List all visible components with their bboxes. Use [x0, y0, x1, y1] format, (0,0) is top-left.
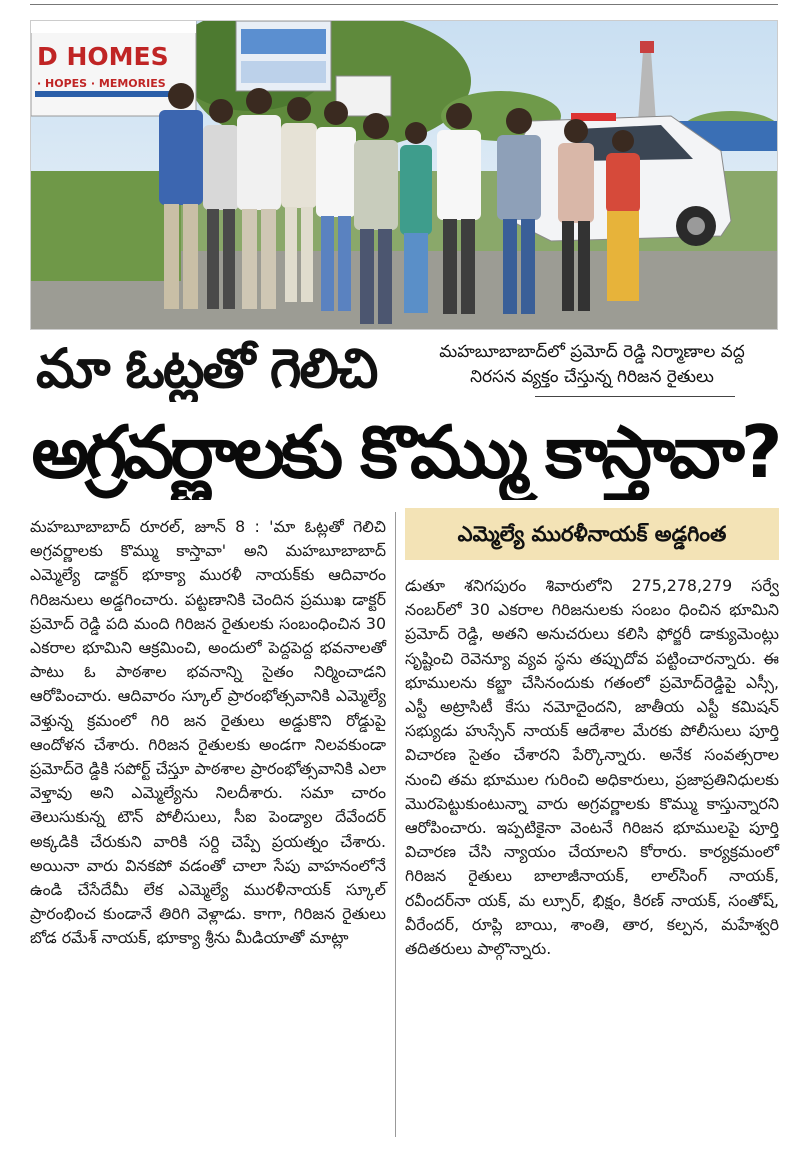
news-photo	[30, 20, 778, 330]
headline-line-2: అగ్రవర్ణాలకు కొమ్ము కాస్తావా?	[31, 410, 779, 494]
sign-text-tagline: · HOPES · MEMORIES	[37, 77, 166, 90]
photo-caption	[402, 340, 782, 390]
photo-caption-line-2: నిరసన వ్యక్తం చేస్తున్న గిరిజన రైతులు	[470, 367, 714, 387]
caption-underline	[535, 396, 735, 397]
article-column-left	[30, 515, 386, 951]
article-text-left: మహబూబాబాద్ రూరల్, జూన్ 8 : 'మా ఓట్లతో గెలిచి అగ్రవర్ణాలకు కొమ్ము కాస్తావా' అని మహబూబాబాద్ ఎమ్మెల్యే డాక్టర్ భూక్యా మురళీ నాయక్‌కు ఆదివారం గిరిజనులు అడ్డగించారు. పట్టణానికి చెందిన ప్రముఖ డాక్టర్ ప్రమోద్ రెడ్డి పది మంది గిరిజన రైతులకు సంబంధించిన 30 ఎకరాల భూమిని ఆక్రమించి, అందులో పెద్దపెద్ద భవనాలతో పాటు ఓ పాఠశాల భవనాన్ని సైతం నిర్మించాడని ఆరోపించారు. ఆదివారం స్కూల్ ప్రారంభోత్సవానికి ఎమ్మెల్యే వెళ్తున్న క్రమంలో గిరి జన రైతులు అడ్డుకొని రోడ్డుపై ఆందోళన చేశారు. గిరిజన రైతులకు అండగా నిలవకుండా ప్రమోద్‌రె డ్డికి సపోర్ట్ చేస్తూ పాఠశాల ప్రారంభోత్సవానికి ఎలా వెళ్తావు అని ఎమ్మెల్యేను నిలదీశారు. సమా చారం తెలుసుకున్న టౌన్ పోలీసులు, సీఐ పెండ్యాల దేవేందర్ అక్కడికి చేరుకుని వారికి సర్ది చెప్పే ప్రయత్నం చేశారు. అయినా వారు వినకపో వడంతో చాలా సేపు వాహనంలోనే ఉండి చేసేదేమీ లేక ఎమ్మెల్యే మురళీనాయక్ స్కూల్ ప్రారంభించ కుండానే తిరిగి వెళ్లాడు. కాగా, గిరిజన రైతులు బోడ రమేశ్ నాయక్, భూక్యా శ్రీను మీడియాతో మాట్లా	[30, 517, 386, 948]
column-divider	[395, 512, 396, 1137]
article-text-right: డుతూ శనిగపురం శివారులోని 275,278,279 సర్వే నంబర్‌లో 30 ఎకరాల గిరిజనులకు సంబం ధించిన భూమిని ప్రమోద్ రెడ్డి, అతని అనుచరులు కలిసి ఫోర్జరీ డాక్యుమెంట్లు సృష్టించి రెవెన్యూ వ్యవ స్థను తప్పుదోవ పట్టించారన్నారు. ఈ భూములను కబ్జా చేసినందుకు గతంలో ప్రమోద్‌రెడ్డిపై ఎస్సీ, ఎస్టీ అట్రాసిటీ కేసు నమోదైందని, జాతీయ ఎస్టీ కమిషన్ సభ్యుడు హుస్సేన్ నాయక్ ఆదేశాల మేరకు పోలీసులు పూర్తి విచారణ సైతం చేశారని పేర్కొన్నారు. అనేక సంవత్సరాల నుంచి తమ భూముల గురించి అధికారులు, ప్రజాప్రతినిధులకు మొరపెట్టుకుంటున్నా వారు అగ్రవర్ణాలకు కొమ్ము కాస్తున్నారని ఆరోపించారు. ఇప్పటికైనా వెంటనే గిరిజన భూములపై పూర్తి విచారణ చేసి న్యాయం చేయాలని కోరారు. కార్యక్రమంలో గిరిజన రైతులు బాలాజీనాయక్, లాల్‌సింగ్ నాయక్, రవీందర్‌నా యక్, మ ల్సూర్, భిక్షం, కిరణ్ నాయక్, సంతోష్, వీరేందర్, రూప్లి బాయి, శాంతి, తార, కల్పన, మహేశ్వరి తదితరులు పాల్గొన్నారు.	[405, 576, 779, 959]
protest-photo-illustration	[31, 21, 778, 330]
subheadline-box: ఎమ్మెల్యే మురళీనాయక్ అడ్డగింత	[405, 508, 779, 560]
top-rule	[30, 4, 778, 5]
headline-line-1: మా ఓట్లతో గెలిచి	[36, 337, 377, 400]
photo-caption-line-1: మహబూబాబాద్‌లో ప్రమోద్ రెడ్డి నిర్మాణాల వద్ద	[439, 342, 745, 362]
article-column-right	[405, 574, 779, 961]
sign-text-homes: D HOMES	[37, 42, 169, 71]
